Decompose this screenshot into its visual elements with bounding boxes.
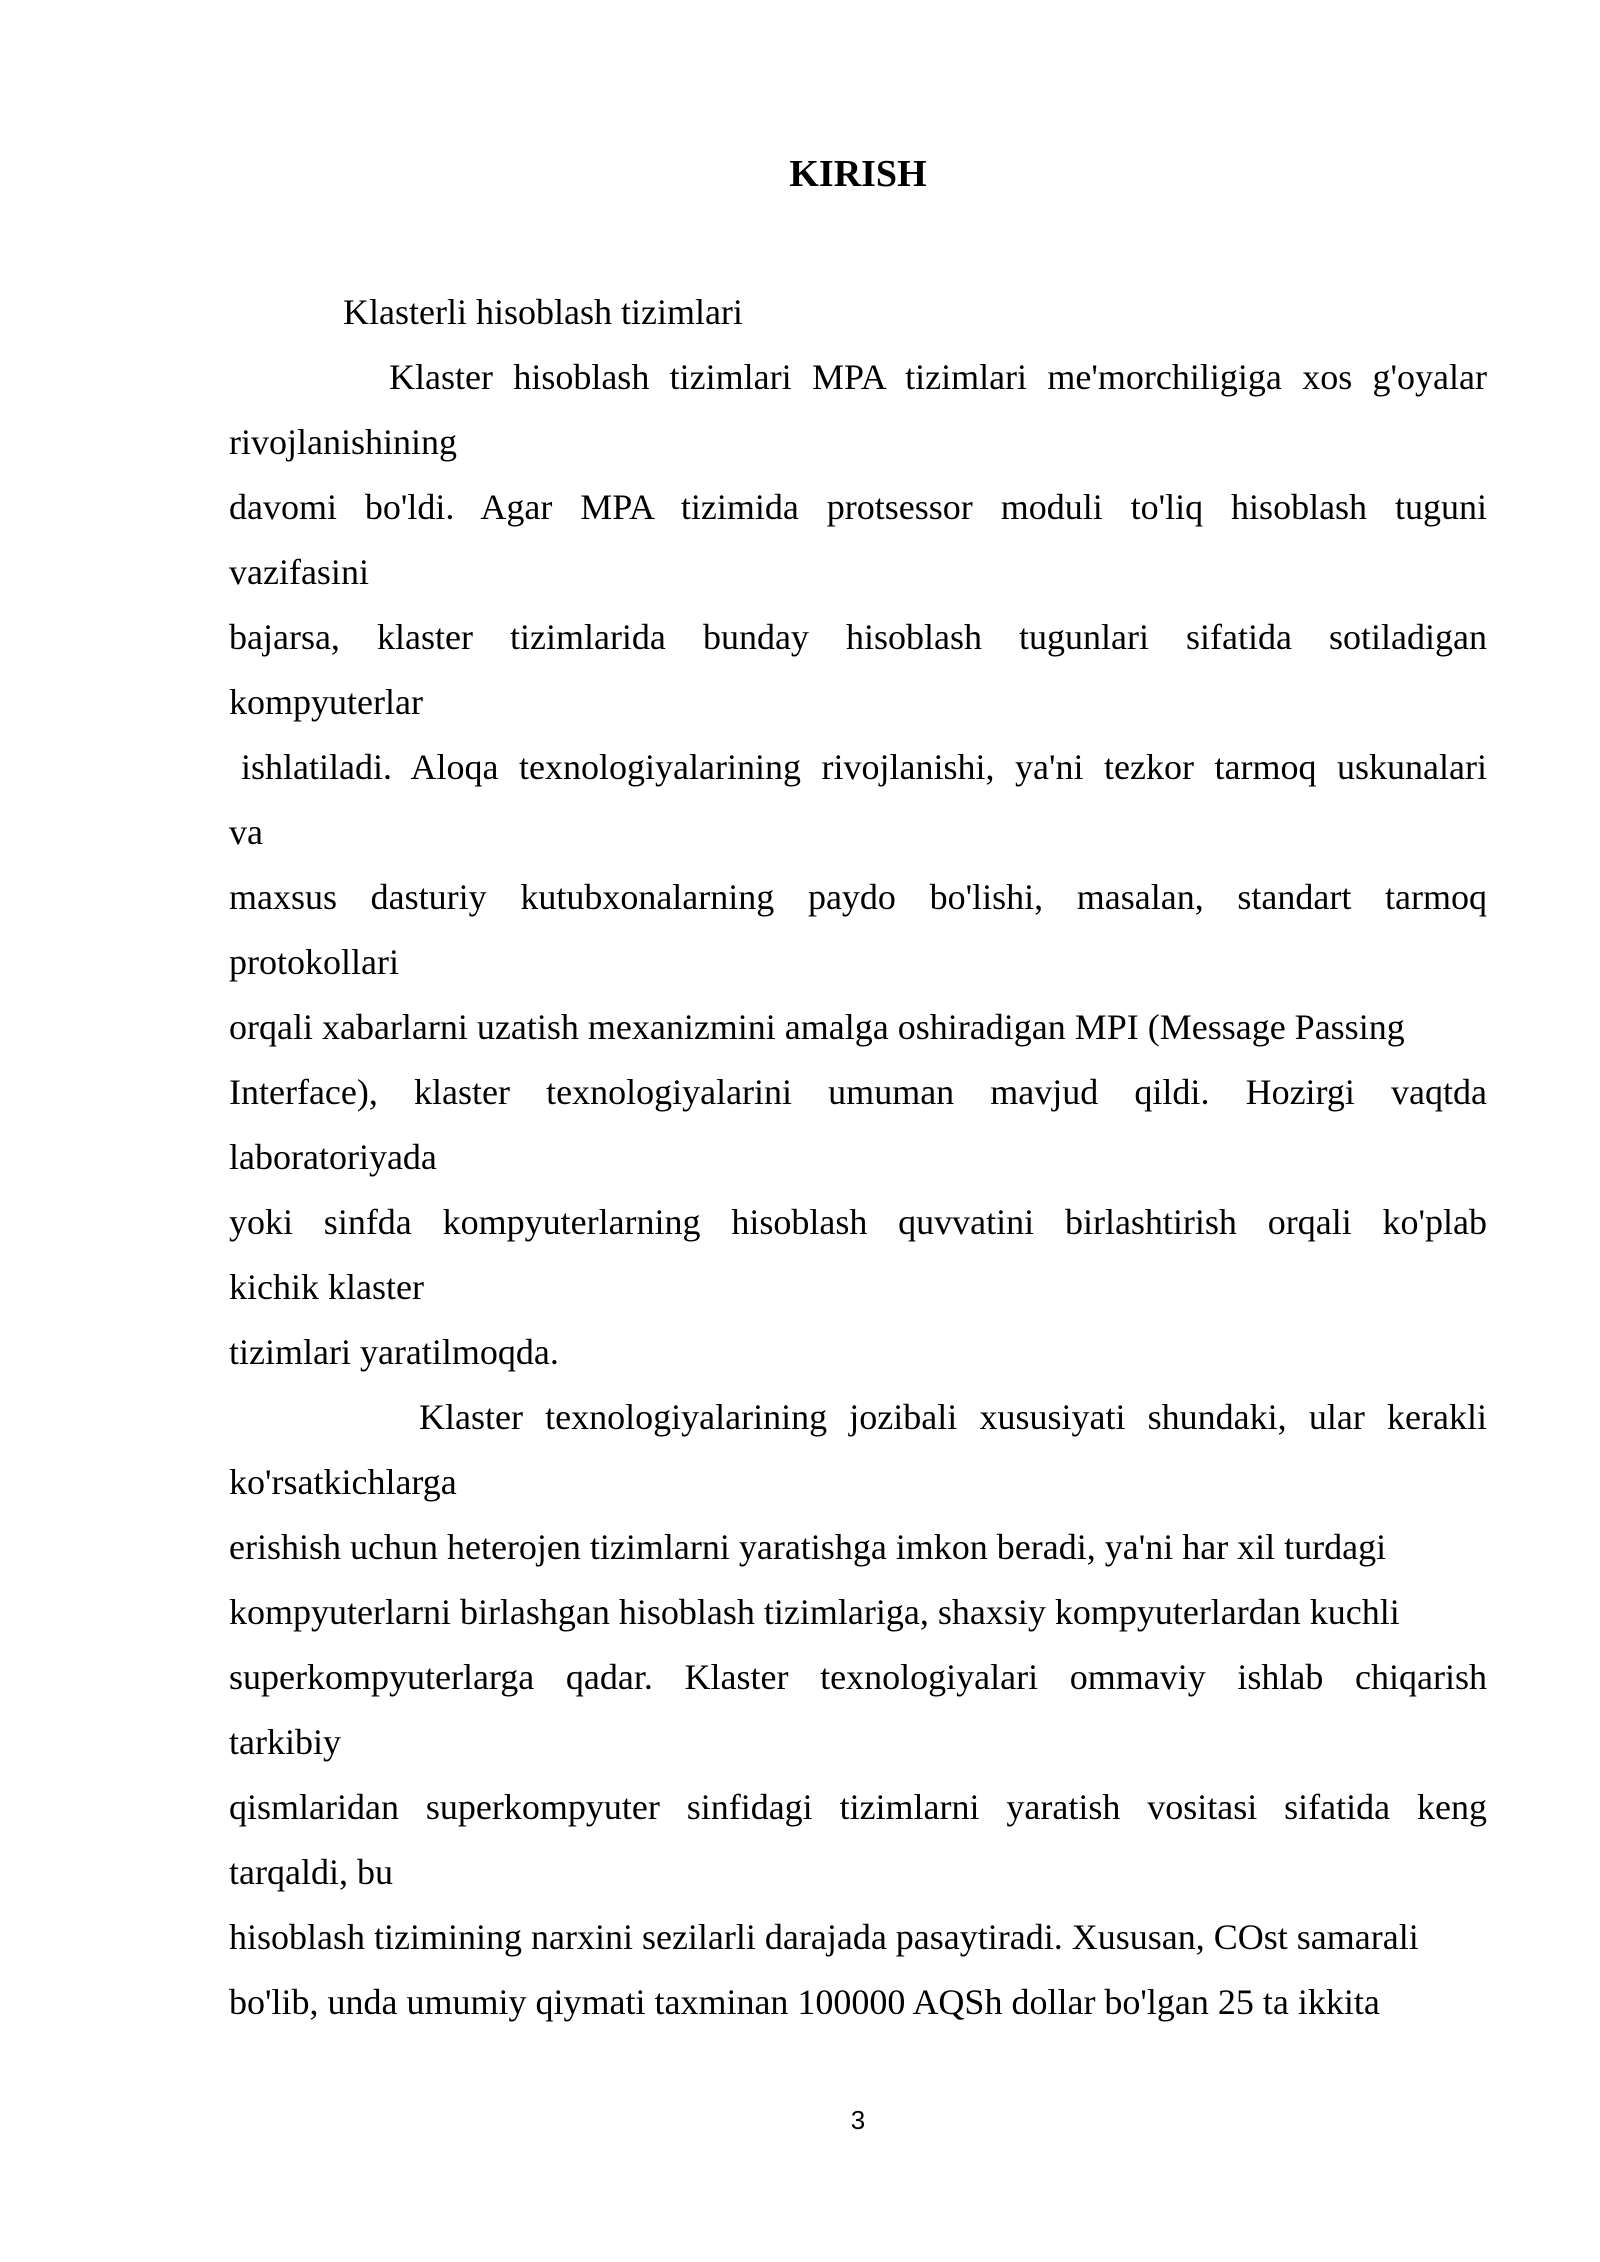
text-line: protokollari xyxy=(229,942,399,982)
text-line: vazifasini xyxy=(229,552,369,592)
text-line: ishlatiladi. Aloqa texnologiyalarining rivojlanishi, ya'ni tezkor tarmoq uskunalari xyxy=(241,747,1487,787)
text-line: yoki sinfda kompyuterlarning hisoblash quvvatini birlashtirish orqali ko'plab xyxy=(229,1202,1487,1242)
text-line: va xyxy=(229,812,263,852)
text-line: kichik klaster xyxy=(229,1267,424,1307)
text-line: Klaster hisoblash tizimlari MPA tizimlari me'morchiligiga xos g'oyalar xyxy=(389,357,1487,397)
text-line: bo'lib, unda umumiy qiymati taxminan 100000 AQSh dollar bo'lgan 25 ta ikkita xyxy=(229,1982,1380,2022)
text-line: Interface), klaster texnologiyalarini umuman mavjud qildi. Hozirgi vaqtda xyxy=(229,1072,1487,1112)
text-line: laboratoriyada xyxy=(229,1137,437,1177)
text-line: hisoblash tizimining narxini sezilarli darajada pasaytiradi. Xususan, COst samarali xyxy=(229,1917,1419,1957)
text-line: davomi bo'ldi. Agar MPA tizimida protsessor moduli to'liq hisoblash tuguni xyxy=(229,487,1487,527)
text-line: ko'rsatkichlarga xyxy=(229,1462,457,1502)
text-line: orqali xabarlarni uzatish mexanizmini amalga oshiradigan MPI (Message Passing xyxy=(229,1007,1405,1047)
text-line: kompyuterlar xyxy=(229,682,423,722)
page-number: 3 xyxy=(850,2105,866,2135)
text-line: kompyuterlarni birlashgan hisoblash tizimlariga, shaxsiy kompyuterlardan kuchli xyxy=(229,1592,1400,1632)
text-line: maxsus dasturiy kutubxonalarning paydo bo'lishi, masalan, standart tarmoq xyxy=(229,877,1487,917)
body-text xyxy=(229,280,1487,2035)
text-line: qismlaridan superkompyuter sinfidagi tizimlarni yaratish vositasi sifatida keng xyxy=(229,1787,1487,1827)
text-line: tarkibiy xyxy=(229,1722,341,1762)
text-line: Klaster texnologiyalarining jozibali xususiyati shundaki, ular kerakli xyxy=(419,1397,1487,1437)
text-line: tizimlari yaratilmoqda. xyxy=(229,1332,559,1372)
text-line: bajarsa, klaster tizimlarida bunday hisoblash tugunlari sifatida sotiladigan xyxy=(229,617,1487,657)
text-line: tarqaldi, bu xyxy=(229,1852,393,1892)
text-line: rivojlanishining xyxy=(229,422,457,462)
text-line: superkompyuterlarga qadar. Klaster texnologiyalari ommaviy ishlab chiqarish xyxy=(229,1657,1487,1697)
page-title: KIRISH xyxy=(789,153,927,195)
subheading: Klasterli hisoblash tizimlari xyxy=(343,292,743,332)
text-line: erishish uchun heterojen tizimlarni yaratishga imkon beradi, ya'ni har xil turdagi xyxy=(229,1527,1387,1567)
